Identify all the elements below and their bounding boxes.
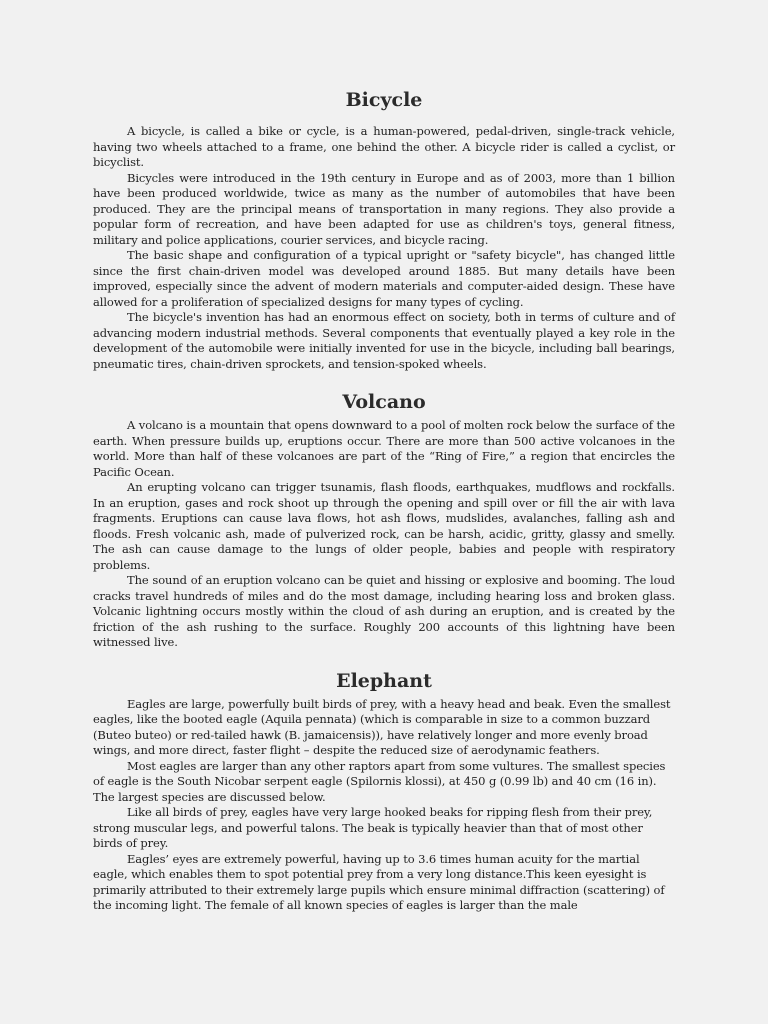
section-body-volcano	[93, 418, 675, 651]
paragraph: An erupting volcano can trigger tsunamis, flash floods, earthquakes, mudflows and rockfalls. In an eruption, gases and rock shoot up through the opening and spill over or fill the air with lava fragments. Eruptions can cause lava flows, hot ash flows, mudslides, avalanches, falling ash and floods. Fresh volcanic ash, made of pulverized rock, can be harsh, acidic, gritty, glassy and smelly. The ash can cause damage to the lungs of older people, babies and people with respiratory problems.	[93, 480, 675, 572]
paragraph: The sound of an eruption volcano can be quiet and hissing or explosive and booming. The loud cracks travel hundreds of miles and do the most damage, including hearing loss and broken glass. Volcanic lightning occurs mostly within the cloud of ash during an eruption, and is created by the friction of the ash rushing to the surface. Roughly 200 accounts of this lightning have been witnessed live.	[93, 573, 675, 649]
paragraph: A bicycle, is called a bike or cycle, is a human-powered, pedal-driven, single-track vehicle, having two wheels attached to a frame, one behind the other. A bicycle rider is called a cyclist, or bicyclist.	[93, 124, 675, 169]
paragraph: Most eagles are larger than any other raptors apart from some vultures. The smallest species of eagle is the South Nicobar serpent eagle (Spilornis klossi), at 450 g (0.99 lb) and 40 cm (16 in). The largest species are discussed below.	[93, 758, 666, 804]
section-title-volcano: Volcano	[342, 391, 426, 413]
paragraph: Like all birds of prey, eagles have very large hooked beaks for ripping flesh from their prey, strong muscular legs, and powerful talons. The beak is typically heavier than that of most other birds of prey.	[93, 805, 653, 850]
paragraph: Eagles are large, powerfully built birds of prey, with a heavy head and beak. Even the smallest eagles, like the booted eagle (Aquila pennata) (which is comparable in size to a common buzzard (Buteo buteo) or red-tailed hawk (B. jamaicensis)), have relatively longer and more evenly broad wings, and more direct, faster flight – despite the reduced size of aerodynamic feathers.	[93, 696, 671, 757]
paragraph: The basic shape and configuration of a typical upright or "safety bicycle", has changed little since the first chain-driven model was developed around 1885. But many details have been improved, especially since the advent of modern materials and computer-aided design. These have allowed for a proliferation of specialized designs for many types of cycling.	[93, 248, 675, 309]
paragraph: Eagles’ eyes are extremely powerful, having up to 3.6 times human acuity for the martial eagle, which enables them to spot potential prey from a very long distance.This keen eyesight is primarily attributed to their extremely large pupils which ensure minimal diffraction (scattering) of the incoming light. The female of all known species of eagles is larger than the male	[93, 851, 665, 912]
section-body-bicycle	[93, 124, 675, 372]
section-body-elephant	[93, 697, 675, 914]
section-title-elephant: Elephant	[336, 669, 432, 692]
paragraph: The bicycle's invention has had an enormous effect on society, both in terms of culture and of advancing modern industrial methods. Several components that eventually played a key role in the development of the automobile were initially invented for use in the bicycle, including ball bearings, pneumatic tires, chain-driven sprockets, and tension-spoked wheels.	[93, 310, 675, 371]
paragraph: Bicycles were introduced in the 19th century in Europe and as of 2003, more than 1 billion have been produced worldwide, twice as many as the number of automobiles that have been produced. They are the principal means of transportation in many regions. They also provide a popular form of recreation, and have been adapted for use as children's toys, general fitness, military and police applications, courier services, and bicycle racing.	[93, 170, 675, 247]
paragraph: A volcano is a mountain that opens downward to a pool of molten rock below the surface of the earth. When pressure builds up, eruptions occur. There are more than 500 active volcanoes in the world. More than half of these volcanoes are part of the “Ring of Fire,” a region that encircles the Pacific Ocean.	[93, 418, 675, 479]
document-content	[93, 86, 675, 914]
section-title-bicycle: Bicycle	[345, 89, 423, 111]
